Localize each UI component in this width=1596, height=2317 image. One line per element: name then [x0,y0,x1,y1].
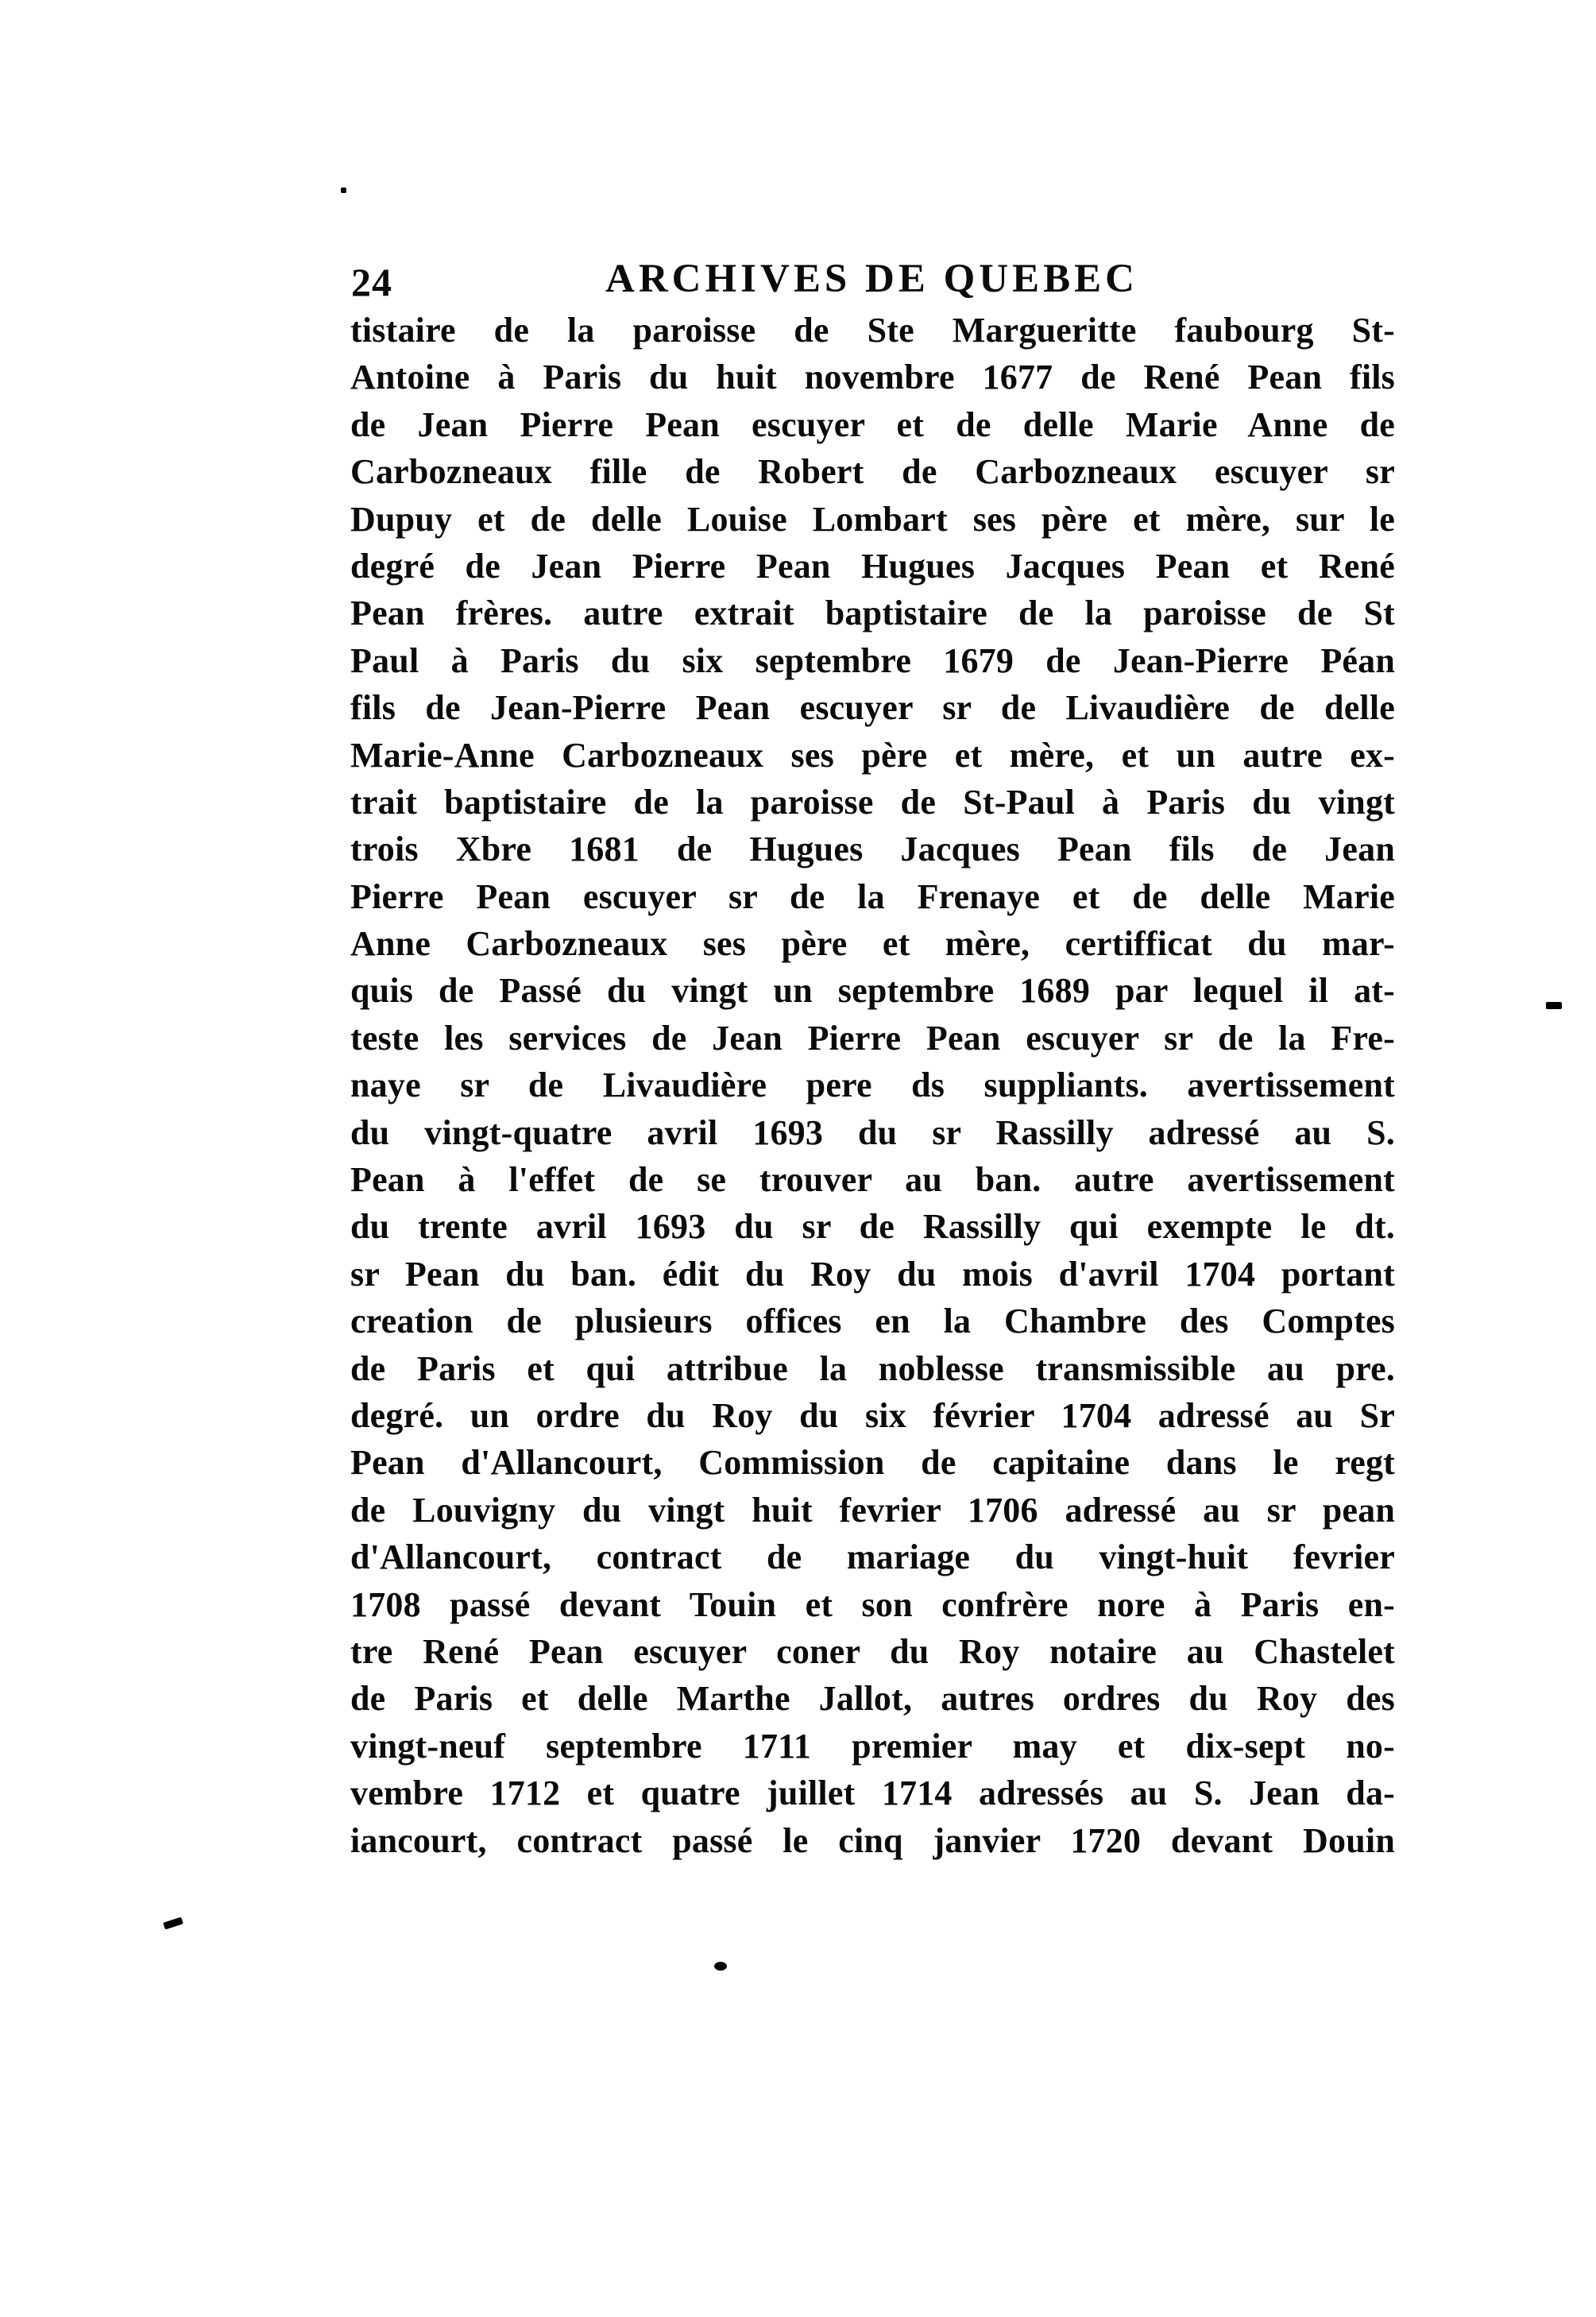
text-line: naye sr de Livaudière pere ds suppliants. avertissement [350,1066,1395,1105]
text-line: iancourt, contract passé le cinq janvier 1720 devant Douin [350,1820,1395,1860]
text-line: d'Allancourt, contract de mariage du vingt-huit fevrier [350,1538,1395,1577]
text-line: du vingt-quatre avril 1693 du sr Rassilly adressé au S. [350,1112,1395,1152]
text-line: de Louvigny du vingt huit fevrier 1706 adressé au sr pean [350,1490,1395,1530]
page-header [350,256,1394,305]
text-line: 1708 passé devant Touin et son confrère nore à Paris en- [350,1584,1395,1624]
text-line: Antoine à Paris du huit novembre 1677 de René Pean fils [350,358,1395,397]
text-line: fils de Jean-Pierre Pean escuyer sr de Livaudière de delle [350,688,1395,728]
text-line: Pean à l'effet de se trouver au ban. autre avertissement [350,1160,1395,1200]
text-line: Pierre Pean escuyer sr de la Frenaye et de delle Marie [350,876,1395,916]
text-line: du trente avril 1693 du sr de Rassilly qui exempte le dt. [350,1207,1395,1247]
text-line: tistaire de la paroisse de Ste Margueritte faubourg St- [350,311,1395,350]
text-line: sr Pean du ban. édit du Roy du mois d'avril 1704 portant [350,1254,1395,1294]
text-line: creation de plusieurs offices en la Chambre des Comptes [350,1302,1395,1341]
text-line: vingt-neuf septembre 1711 premier may et dix-sept no- [350,1726,1395,1766]
text-line: Carbozneaux fille de Robert de Carbozneaux escuyer sr [350,452,1395,492]
page-number: 24 [351,260,392,304]
running-title: ARCHIVES DE QUEBEC [605,257,1138,301]
text-line: quis de Passé du vingt un septembre 1689 par lequel il at- [350,971,1395,1011]
body-text [350,307,1395,1864]
text-line: Anne Carbozneaux ses père et mère, certifficat du mar- [350,924,1395,964]
text-line: Pean d'Allancourt, Commission de capitaine dans le regt [350,1443,1395,1483]
text-line: tre René Pean escuyer coner du Roy notaire au Chastelet [350,1631,1395,1671]
text-line: degré de Jean Pierre Pean Hugues Jacques Pean et René [350,546,1395,586]
text-line: de Jean Pierre Pean escuyer et de delle Marie Anne de [350,404,1395,444]
ink-speck-bottom-center [714,1962,727,1971]
text-line: degré. un ordre du Roy du six février 1704 adressé au Sr [350,1395,1395,1435]
text-line: de Paris et qui attribue la noblesse transmissible au pre. [350,1348,1395,1388]
text-line: Paul à Paris du six septembre 1679 de Jean-Pierre Péan [350,640,1395,680]
text-line: trois Xbre 1681 de Hugues Jacques Pean fils de Jean [350,830,1395,869]
text-line: vembre 1712 et quatre juillet 1714 adressés au S. Jean da- [350,1774,1395,1813]
text-line: Pean frères. autre extrait baptistaire de la paroisse de St [350,594,1395,633]
ink-speck-right-margin [1546,1002,1562,1009]
text-line: Dupuy et de delle Louise Lombart ses père et mère, sur le [350,499,1395,539]
text-line: teste les services de Jean Pierre Pean escuyer sr de la Fre- [350,1018,1395,1058]
text-line: trait baptistaire de la paroisse de St-Paul à Paris du vingt [350,782,1395,822]
ink-speck-bottom-left [163,1917,184,1930]
text-line: Marie-Anne Carbozneaux ses père et mère, et un autre ex- [350,735,1395,775]
text-line: de Paris et delle Marthe Jallot, autres ordres du Roy des [350,1679,1395,1719]
ink-speck-top [341,188,346,193]
